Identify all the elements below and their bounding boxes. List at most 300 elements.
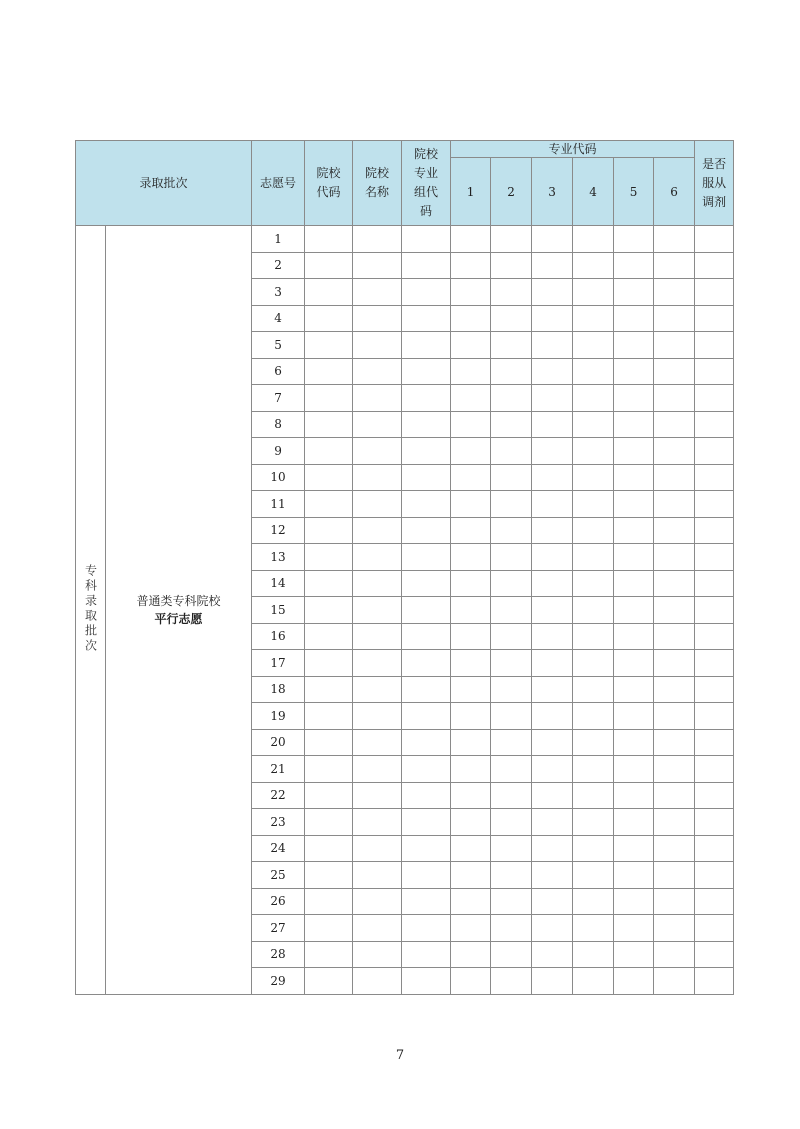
blank-entry-cell[interactable] — [305, 782, 353, 809]
blank-entry-cell[interactable] — [573, 597, 614, 624]
blank-entry-cell[interactable] — [573, 862, 614, 889]
blank-entry-cell[interactable] — [305, 862, 353, 889]
blank-entry-cell[interactable] — [491, 332, 532, 359]
blank-entry-cell[interactable] — [353, 650, 402, 677]
blank-entry-cell[interactable] — [305, 517, 353, 544]
blank-entry-cell[interactable] — [614, 358, 654, 385]
blank-entry-cell[interactable] — [353, 888, 402, 915]
blank-entry-cell[interactable] — [451, 703, 491, 730]
blank-entry-cell[interactable] — [573, 729, 614, 756]
blank-entry-cell[interactable] — [614, 385, 654, 412]
blank-entry-cell[interactable] — [573, 570, 614, 597]
blank-entry-cell[interactable] — [305, 438, 353, 465]
blank-entry-cell[interactable] — [654, 279, 695, 306]
blank-entry-cell[interactable] — [695, 438, 734, 465]
blank-entry-cell[interactable] — [532, 438, 573, 465]
blank-entry-cell[interactable] — [402, 782, 451, 809]
blank-entry-cell[interactable] — [614, 464, 654, 491]
blank-entry-cell[interactable] — [614, 782, 654, 809]
blank-entry-cell[interactable] — [695, 862, 734, 889]
blank-entry-cell[interactable] — [614, 703, 654, 730]
blank-entry-cell[interactable] — [654, 703, 695, 730]
blank-entry-cell[interactable] — [305, 491, 353, 518]
blank-entry-cell[interactable] — [695, 623, 734, 650]
blank-entry-cell[interactable] — [305, 226, 353, 253]
blank-entry-cell[interactable] — [491, 968, 532, 995]
blank-entry-cell[interactable] — [654, 862, 695, 889]
blank-entry-cell[interactable] — [654, 517, 695, 544]
blank-entry-cell[interactable] — [353, 570, 402, 597]
blank-entry-cell[interactable] — [451, 332, 491, 359]
blank-entry-cell[interactable] — [451, 756, 491, 783]
blank-entry-cell[interactable] — [402, 385, 451, 412]
blank-entry-cell[interactable] — [491, 809, 532, 836]
blank-entry-cell[interactable] — [353, 358, 402, 385]
blank-entry-cell[interactable] — [402, 279, 451, 306]
blank-entry-cell[interactable] — [353, 491, 402, 518]
blank-entry-cell[interactable] — [573, 756, 614, 783]
blank-entry-cell[interactable] — [654, 888, 695, 915]
blank-entry-cell[interactable] — [491, 782, 532, 809]
blank-entry-cell[interactable] — [491, 756, 532, 783]
blank-entry-cell[interactable] — [402, 226, 451, 253]
blank-entry-cell[interactable] — [402, 411, 451, 438]
blank-entry-cell[interactable] — [654, 941, 695, 968]
wish-number: 1 — [252, 226, 305, 253]
blank-entry-cell[interactable] — [573, 411, 614, 438]
blank-entry-cell[interactable] — [532, 570, 573, 597]
blank-entry-cell[interactable] — [532, 279, 573, 306]
blank-entry-cell[interactable] — [305, 915, 353, 942]
blank-entry-cell[interactable] — [402, 544, 451, 571]
blank-entry-cell[interactable] — [451, 862, 491, 889]
blank-entry-cell[interactable] — [614, 835, 654, 862]
blank-entry-cell[interactable] — [491, 676, 532, 703]
blank-entry-cell[interactable] — [654, 385, 695, 412]
blank-entry-cell[interactable] — [353, 332, 402, 359]
blank-entry-cell[interactable] — [695, 332, 734, 359]
wish-number: 28 — [252, 941, 305, 968]
blank-entry-cell[interactable] — [614, 809, 654, 836]
blank-entry-cell[interactable] — [573, 676, 614, 703]
blank-entry-cell[interactable] — [305, 464, 353, 491]
blank-entry-cell[interactable] — [353, 305, 402, 332]
blank-entry-cell[interactable] — [654, 438, 695, 465]
blank-entry-cell[interactable] — [614, 305, 654, 332]
blank-entry-cell[interactable] — [451, 623, 491, 650]
blank-entry-cell[interactable] — [614, 252, 654, 279]
blank-entry-cell[interactable] — [654, 968, 695, 995]
blank-entry-cell[interactable] — [402, 252, 451, 279]
blank-entry-cell[interactable] — [532, 915, 573, 942]
blank-entry-cell[interactable] — [614, 226, 654, 253]
blank-entry-cell[interactable] — [614, 676, 654, 703]
blank-entry-cell[interactable] — [402, 835, 451, 862]
blank-entry-cell[interactable] — [695, 782, 734, 809]
blank-entry-cell[interactable] — [695, 491, 734, 518]
blank-entry-cell[interactable] — [532, 862, 573, 889]
blank-entry-cell[interactable] — [451, 570, 491, 597]
blank-entry-cell[interactable] — [532, 968, 573, 995]
blank-entry-cell[interactable] — [491, 305, 532, 332]
blank-entry-cell[interactable] — [305, 279, 353, 306]
blank-entry-cell[interactable] — [614, 729, 654, 756]
blank-entry-cell[interactable] — [491, 517, 532, 544]
blank-entry-cell[interactable] — [614, 623, 654, 650]
blank-entry-cell[interactable] — [353, 464, 402, 491]
blank-entry-cell[interactable] — [305, 332, 353, 359]
blank-entry-cell[interactable] — [491, 358, 532, 385]
blank-entry-cell[interactable] — [402, 332, 451, 359]
blank-entry-cell[interactable] — [353, 756, 402, 783]
blank-entry-cell[interactable] — [573, 782, 614, 809]
blank-entry-cell[interactable] — [614, 941, 654, 968]
blank-entry-cell[interactable] — [614, 279, 654, 306]
blank-entry-cell[interactable] — [451, 941, 491, 968]
blank-entry-cell[interactable] — [305, 650, 353, 677]
blank-entry-cell[interactable] — [353, 517, 402, 544]
blank-entry-cell[interactable] — [305, 888, 353, 915]
blank-entry-cell[interactable] — [491, 862, 532, 889]
blank-entry-cell[interactable] — [491, 544, 532, 571]
blank-entry-cell[interactable] — [491, 411, 532, 438]
blank-entry-cell[interactable] — [573, 888, 614, 915]
blank-entry-cell[interactable] — [654, 729, 695, 756]
blank-entry-cell[interactable] — [695, 252, 734, 279]
blank-entry-cell[interactable] — [451, 968, 491, 995]
blank-entry-cell[interactable] — [491, 729, 532, 756]
blank-entry-cell[interactable] — [305, 729, 353, 756]
blank-entry-cell[interactable] — [695, 570, 734, 597]
blank-entry-cell[interactable] — [532, 411, 573, 438]
blank-entry-cell[interactable] — [614, 650, 654, 677]
blank-entry-cell[interactable] — [532, 358, 573, 385]
blank-entry-cell[interactable] — [491, 226, 532, 253]
blank-entry-cell[interactable] — [305, 358, 353, 385]
blank-entry-cell[interactable] — [491, 835, 532, 862]
blank-entry-cell[interactable] — [614, 332, 654, 359]
blank-entry-cell[interactable] — [305, 809, 353, 836]
wish-number: 20 — [252, 729, 305, 756]
blank-entry-cell[interactable] — [573, 358, 614, 385]
blank-entry-cell[interactable] — [695, 835, 734, 862]
blank-entry-cell[interactable] — [353, 809, 402, 836]
blank-entry-cell[interactable] — [491, 703, 532, 730]
blank-entry-cell[interactable] — [451, 279, 491, 306]
blank-entry-cell[interactable] — [532, 226, 573, 253]
blank-entry-cell[interactable] — [573, 517, 614, 544]
blank-entry-cell[interactable] — [614, 888, 654, 915]
blank-entry-cell[interactable] — [695, 385, 734, 412]
blank-entry-cell[interactable] — [532, 756, 573, 783]
blank-entry-cell[interactable] — [491, 623, 532, 650]
blank-entry-cell[interactable] — [532, 491, 573, 518]
blank-entry-cell[interactable] — [451, 809, 491, 836]
blank-entry-cell[interactable] — [573, 915, 614, 942]
blank-entry-cell[interactable] — [695, 411, 734, 438]
blank-entry-cell[interactable] — [451, 915, 491, 942]
blank-entry-cell[interactable] — [402, 729, 451, 756]
blank-entry-cell[interactable] — [532, 517, 573, 544]
blank-entry-cell[interactable] — [532, 544, 573, 571]
blank-entry-cell[interactable] — [451, 597, 491, 624]
blank-entry-cell[interactable] — [451, 411, 491, 438]
blank-entry-cell[interactable] — [402, 517, 451, 544]
blank-entry-cell[interactable] — [353, 968, 402, 995]
blank-entry-cell[interactable] — [614, 411, 654, 438]
blank-entry-cell[interactable] — [573, 835, 614, 862]
blank-entry-cell[interactable] — [654, 623, 695, 650]
blank-entry-cell[interactable] — [353, 623, 402, 650]
blank-entry-cell[interactable] — [695, 809, 734, 836]
blank-entry-cell[interactable] — [305, 835, 353, 862]
blank-entry-cell[interactable] — [654, 252, 695, 279]
blank-entry-cell[interactable] — [695, 650, 734, 677]
blank-entry-cell[interactable] — [573, 332, 614, 359]
blank-entry-cell[interactable] — [451, 385, 491, 412]
blank-entry-cell[interactable] — [353, 676, 402, 703]
blank-entry-cell[interactable] — [614, 862, 654, 889]
blank-entry-cell[interactable] — [402, 941, 451, 968]
blank-entry-cell[interactable] — [402, 438, 451, 465]
blank-entry-cell[interactable] — [573, 226, 614, 253]
blank-entry-cell[interactable] — [451, 491, 491, 518]
blank-entry-cell[interactable] — [573, 809, 614, 836]
blank-entry-cell[interactable] — [614, 517, 654, 544]
blank-entry-cell[interactable] — [353, 703, 402, 730]
blank-entry-cell[interactable] — [654, 411, 695, 438]
blank-entry-cell[interactable] — [654, 464, 695, 491]
blank-entry-cell[interactable] — [402, 623, 451, 650]
blank-entry-cell[interactable] — [532, 385, 573, 412]
blank-entry-cell[interactable] — [491, 597, 532, 624]
blank-entry-cell[interactable] — [305, 597, 353, 624]
blank-entry-cell[interactable] — [402, 358, 451, 385]
blank-entry-cell[interactable] — [305, 252, 353, 279]
blank-entry-cell[interactable] — [451, 676, 491, 703]
blank-entry-cell[interactable] — [654, 226, 695, 253]
blank-entry-cell[interactable] — [451, 226, 491, 253]
blank-entry-cell[interactable] — [695, 305, 734, 332]
blank-entry-cell[interactable] — [573, 385, 614, 412]
blank-entry-cell[interactable] — [353, 597, 402, 624]
blank-entry-cell[interactable] — [573, 650, 614, 677]
blank-entry-cell[interactable] — [491, 252, 532, 279]
blank-entry-cell[interactable] — [695, 279, 734, 306]
blank-entry-cell[interactable] — [353, 226, 402, 253]
blank-entry-cell[interactable] — [532, 650, 573, 677]
blank-entry-cell[interactable] — [353, 544, 402, 571]
blank-entry-cell[interactable] — [402, 862, 451, 889]
blank-entry-cell[interactable] — [573, 279, 614, 306]
blank-entry-cell[interactable] — [654, 835, 695, 862]
blank-entry-cell[interactable] — [532, 835, 573, 862]
blank-entry-cell[interactable] — [532, 464, 573, 491]
blank-entry-cell[interactable] — [305, 623, 353, 650]
blank-entry-cell[interactable] — [532, 729, 573, 756]
header-major-col-5: 5 — [614, 158, 654, 226]
blank-entry-cell[interactable] — [695, 941, 734, 968]
blank-entry-cell[interactable] — [695, 676, 734, 703]
blank-entry-cell[interactable] — [402, 915, 451, 942]
blank-entry-cell[interactable] — [695, 358, 734, 385]
blank-entry-cell[interactable] — [353, 862, 402, 889]
blank-entry-cell[interactable] — [353, 729, 402, 756]
wish-number: 2 — [252, 252, 305, 279]
blank-entry-cell[interactable] — [451, 835, 491, 862]
blank-entry-cell[interactable] — [695, 729, 734, 756]
blank-entry-cell[interactable] — [695, 756, 734, 783]
blank-entry-cell[interactable] — [305, 570, 353, 597]
blank-entry-cell[interactable] — [654, 544, 695, 571]
blank-entry-cell[interactable] — [353, 835, 402, 862]
blank-entry-cell[interactable] — [532, 252, 573, 279]
blank-entry-cell[interactable] — [532, 888, 573, 915]
blank-entry-cell[interactable] — [532, 305, 573, 332]
blank-entry-cell[interactable] — [695, 544, 734, 571]
blank-entry-cell[interactable] — [532, 597, 573, 624]
blank-entry-cell[interactable] — [305, 411, 353, 438]
blank-entry-cell[interactable] — [573, 491, 614, 518]
blank-entry-cell[interactable] — [402, 650, 451, 677]
blank-entry-cell[interactable] — [451, 517, 491, 544]
blank-entry-cell[interactable] — [695, 703, 734, 730]
blank-entry-cell[interactable] — [532, 782, 573, 809]
blank-entry-cell[interactable] — [695, 517, 734, 544]
blank-entry-cell[interactable] — [353, 941, 402, 968]
blank-entry-cell[interactable] — [532, 809, 573, 836]
blank-entry-cell[interactable] — [695, 968, 734, 995]
blank-entry-cell[interactable] — [491, 941, 532, 968]
blank-entry-cell[interactable] — [614, 544, 654, 571]
blank-entry-cell[interactable] — [654, 782, 695, 809]
blank-entry-cell[interactable] — [451, 650, 491, 677]
blank-entry-cell[interactable] — [573, 941, 614, 968]
blank-entry-cell[interactable] — [402, 597, 451, 624]
blank-entry-cell[interactable] — [402, 305, 451, 332]
blank-entry-cell[interactable] — [305, 968, 353, 995]
blank-entry-cell[interactable] — [573, 305, 614, 332]
blank-entry-cell[interactable] — [532, 703, 573, 730]
blank-entry-cell[interactable] — [695, 226, 734, 253]
blank-entry-cell[interactable] — [654, 650, 695, 677]
blank-entry-cell[interactable] — [614, 438, 654, 465]
blank-entry-cell[interactable] — [532, 623, 573, 650]
blank-entry-cell[interactable] — [491, 888, 532, 915]
blank-entry-cell[interactable] — [402, 676, 451, 703]
blank-entry-cell[interactable] — [614, 756, 654, 783]
wish-number: 9 — [252, 438, 305, 465]
header-batch: 录取批次 — [76, 141, 252, 226]
blank-entry-cell[interactable] — [654, 915, 695, 942]
blank-entry-cell[interactable] — [654, 597, 695, 624]
blank-entry-cell[interactable] — [353, 279, 402, 306]
blank-entry-cell[interactable] — [451, 544, 491, 571]
blank-entry-cell[interactable] — [451, 729, 491, 756]
blank-entry-cell[interactable] — [402, 756, 451, 783]
blank-entry-cell[interactable] — [491, 650, 532, 677]
blank-entry-cell[interactable] — [402, 888, 451, 915]
blank-entry-cell[interactable] — [573, 623, 614, 650]
blank-entry-cell[interactable] — [353, 782, 402, 809]
blank-entry-cell[interactable] — [305, 676, 353, 703]
blank-entry-cell[interactable] — [654, 809, 695, 836]
blank-entry-cell[interactable] — [451, 358, 491, 385]
blank-entry-cell[interactable] — [614, 570, 654, 597]
table-row — [76, 226, 734, 253]
blank-entry-cell[interactable] — [491, 570, 532, 597]
blank-entry-cell[interactable] — [695, 915, 734, 942]
blank-entry-cell[interactable] — [491, 438, 532, 465]
blank-entry-cell[interactable] — [402, 809, 451, 836]
blank-entry-cell[interactable] — [614, 597, 654, 624]
blank-entry-cell[interactable] — [573, 252, 614, 279]
blank-entry-cell[interactable] — [654, 570, 695, 597]
blank-entry-cell[interactable] — [305, 385, 353, 412]
blank-entry-cell[interactable] — [654, 305, 695, 332]
blank-entry-cell[interactable] — [573, 438, 614, 465]
blank-entry-cell[interactable] — [654, 358, 695, 385]
blank-entry-cell[interactable] — [491, 915, 532, 942]
blank-entry-cell[interactable] — [695, 597, 734, 624]
blank-entry-cell[interactable] — [402, 570, 451, 597]
blank-entry-cell[interactable] — [402, 491, 451, 518]
blank-entry-cell[interactable] — [614, 968, 654, 995]
blank-entry-cell[interactable] — [654, 756, 695, 783]
blank-entry-cell[interactable] — [451, 438, 491, 465]
blank-entry-cell[interactable] — [491, 385, 532, 412]
blank-entry-cell[interactable] — [305, 544, 353, 571]
blank-entry-cell[interactable] — [305, 703, 353, 730]
blank-entry-cell[interactable] — [353, 411, 402, 438]
blank-entry-cell[interactable] — [451, 305, 491, 332]
blank-entry-cell[interactable] — [491, 464, 532, 491]
blank-entry-cell[interactable] — [532, 676, 573, 703]
blank-entry-cell[interactable] — [573, 464, 614, 491]
blank-entry-cell[interactable] — [654, 332, 695, 359]
blank-entry-cell[interactable] — [532, 332, 573, 359]
blank-entry-cell[interactable] — [402, 968, 451, 995]
blank-entry-cell[interactable] — [353, 385, 402, 412]
blank-entry-cell[interactable] — [451, 252, 491, 279]
blank-entry-cell[interactable] — [695, 464, 734, 491]
blank-entry-cell[interactable] — [305, 305, 353, 332]
blank-entry-cell[interactable] — [654, 491, 695, 518]
blank-entry-cell[interactable] — [353, 915, 402, 942]
blank-entry-cell[interactable] — [451, 782, 491, 809]
blank-entry-cell[interactable] — [573, 968, 614, 995]
blank-entry-cell[interactable] — [573, 703, 614, 730]
blank-entry-cell[interactable] — [491, 279, 532, 306]
blank-entry-cell[interactable] — [402, 703, 451, 730]
blank-entry-cell[interactable] — [451, 464, 491, 491]
blank-entry-cell[interactable] — [353, 438, 402, 465]
blank-entry-cell[interactable] — [402, 464, 451, 491]
blank-entry-cell[interactable] — [353, 252, 402, 279]
blank-entry-cell[interactable] — [491, 491, 532, 518]
header-major-group-code-text: 院校 专业 组代 码 — [414, 147, 439, 218]
blank-entry-cell[interactable] — [305, 941, 353, 968]
blank-entry-cell[interactable] — [695, 888, 734, 915]
blank-entry-cell[interactable] — [305, 756, 353, 783]
blank-entry-cell[interactable] — [614, 915, 654, 942]
header-wish-number: 志愿号 — [252, 141, 305, 226]
blank-entry-cell[interactable] — [451, 888, 491, 915]
blank-entry-cell[interactable] — [532, 941, 573, 968]
blank-entry-cell[interactable] — [573, 544, 614, 571]
blank-entry-cell[interactable] — [614, 491, 654, 518]
blank-entry-cell[interactable] — [654, 676, 695, 703]
